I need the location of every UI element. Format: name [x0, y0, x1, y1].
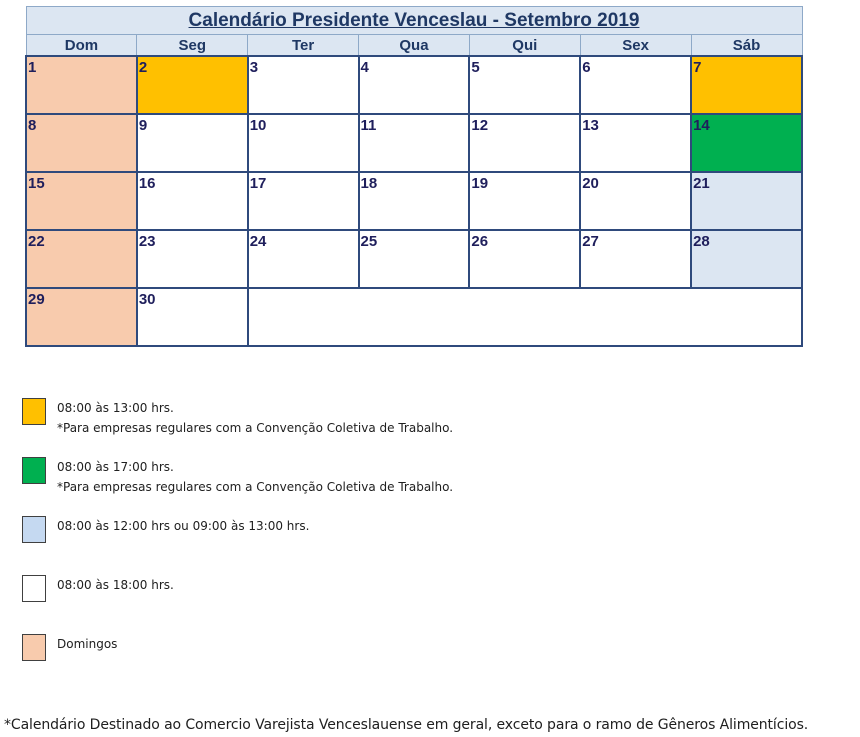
day-number: 18 [360, 175, 378, 192]
day-number: 17 [249, 175, 267, 192]
day-cell-light-blue [691, 230, 802, 288]
weekday-monday: Seg [137, 35, 248, 57]
day-cell [359, 172, 470, 230]
day-number: 28 [693, 233, 710, 250]
day-number: 29 [28, 291, 45, 308]
day-cell [248, 230, 359, 288]
day-cell [137, 230, 248, 288]
week-row [26, 288, 802, 346]
week-row [26, 56, 802, 114]
legend-hours: 08:00 às 18:00 hrs. [57, 578, 174, 592]
week-row [26, 230, 802, 288]
day-cell-orange [137, 56, 248, 114]
day-cell-sunday [26, 230, 137, 288]
legend-swatch-white [22, 575, 46, 602]
day-cell [359, 114, 470, 172]
legend-swatch-green [22, 457, 46, 484]
day-cell-sunday [26, 114, 137, 172]
day-cell [469, 114, 580, 172]
footnote: *Calendário Destinado ao Comercio Varejista Venceslauense em geral, exceto para o ramo de Gêneros Alimentícios. [4, 717, 809, 733]
day-number: 30 [138, 291, 156, 308]
day-number: 16 [138, 175, 156, 192]
legend-hours: 08:00 às 13:00 hrs. [57, 401, 174, 415]
weekday-header-row [26, 35, 802, 57]
day-cell [248, 172, 359, 230]
day-number: 6 [582, 59, 591, 76]
day-cell [137, 172, 248, 230]
day-number: 4 [360, 59, 369, 76]
day-number: 7 [693, 59, 702, 76]
day-number: 10 [249, 117, 267, 134]
day-cell-orange [691, 56, 802, 114]
day-number: 1 [28, 59, 37, 76]
day-cell [469, 230, 580, 288]
week-row [26, 114, 802, 172]
weekday-tuesday: Ter [248, 35, 359, 57]
day-cell-light-blue [691, 172, 802, 230]
legend-hours: 08:00 às 17:00 hrs. [57, 460, 174, 474]
weekday-friday: Sex [580, 35, 691, 57]
legend-hours: Domingos [57, 637, 118, 651]
day-cell [359, 230, 470, 288]
day-cell [580, 172, 691, 230]
day-number: 22 [28, 233, 45, 250]
legend-hours: 08:00 às 12:00 hrs ou 09:00 às 13:00 hrs. [57, 519, 310, 533]
day-number: 13 [582, 117, 599, 134]
day-number: 2 [138, 59, 148, 76]
day-number: 27 [582, 233, 599, 250]
day-cell-sunday [26, 56, 137, 114]
day-number: 8 [28, 117, 37, 134]
day-cell [580, 114, 691, 172]
weekday-thursday: Qui [469, 35, 580, 57]
calendar-title: Calendário Presidente Venceslau - Setembro 2019 [26, 7, 802, 35]
day-cell [580, 230, 691, 288]
day-number: 3 [249, 59, 259, 76]
day-number: 15 [28, 175, 45, 192]
weekday-sunday: Dom [26, 35, 137, 57]
day-cell [137, 288, 248, 346]
day-cell [248, 56, 359, 114]
legend-swatch-light-blue [22, 516, 46, 543]
week-row [26, 172, 802, 230]
day-number: 20 [582, 175, 599, 192]
day-cell [137, 114, 248, 172]
day-cell [580, 56, 691, 114]
day-number: 25 [360, 233, 378, 250]
weekday-wednesday: Qua [359, 35, 470, 57]
day-number: 24 [249, 233, 267, 250]
day-number: 9 [138, 117, 148, 134]
day-number: 12 [471, 117, 489, 134]
day-cell-sunday [26, 172, 137, 230]
day-cell-green [691, 114, 802, 172]
day-cell [469, 56, 580, 114]
weekday-saturday: Sáb [691, 35, 802, 57]
legend-note: *Para empresas regulares com a Convenção Coletiva de Trabalho. [57, 421, 454, 435]
legend-swatch-orange [22, 398, 46, 425]
day-number: 23 [138, 233, 156, 250]
legend-swatch-sunday [22, 634, 46, 661]
day-number: 11 [360, 117, 377, 134]
empty-cell [248, 288, 802, 346]
day-number: 19 [471, 175, 489, 192]
day-number: 5 [471, 59, 480, 76]
day-cell [469, 172, 580, 230]
day-cell [248, 114, 359, 172]
day-number: 21 [693, 175, 710, 192]
day-cell-sunday [26, 288, 137, 346]
legend-note: *Para empresas regulares com a Convenção Coletiva de Trabalho. [57, 480, 454, 494]
day-number: 14 [693, 117, 710, 134]
day-number: 26 [471, 233, 489, 250]
day-cell [359, 56, 470, 114]
calendar-table [25, 6, 803, 347]
